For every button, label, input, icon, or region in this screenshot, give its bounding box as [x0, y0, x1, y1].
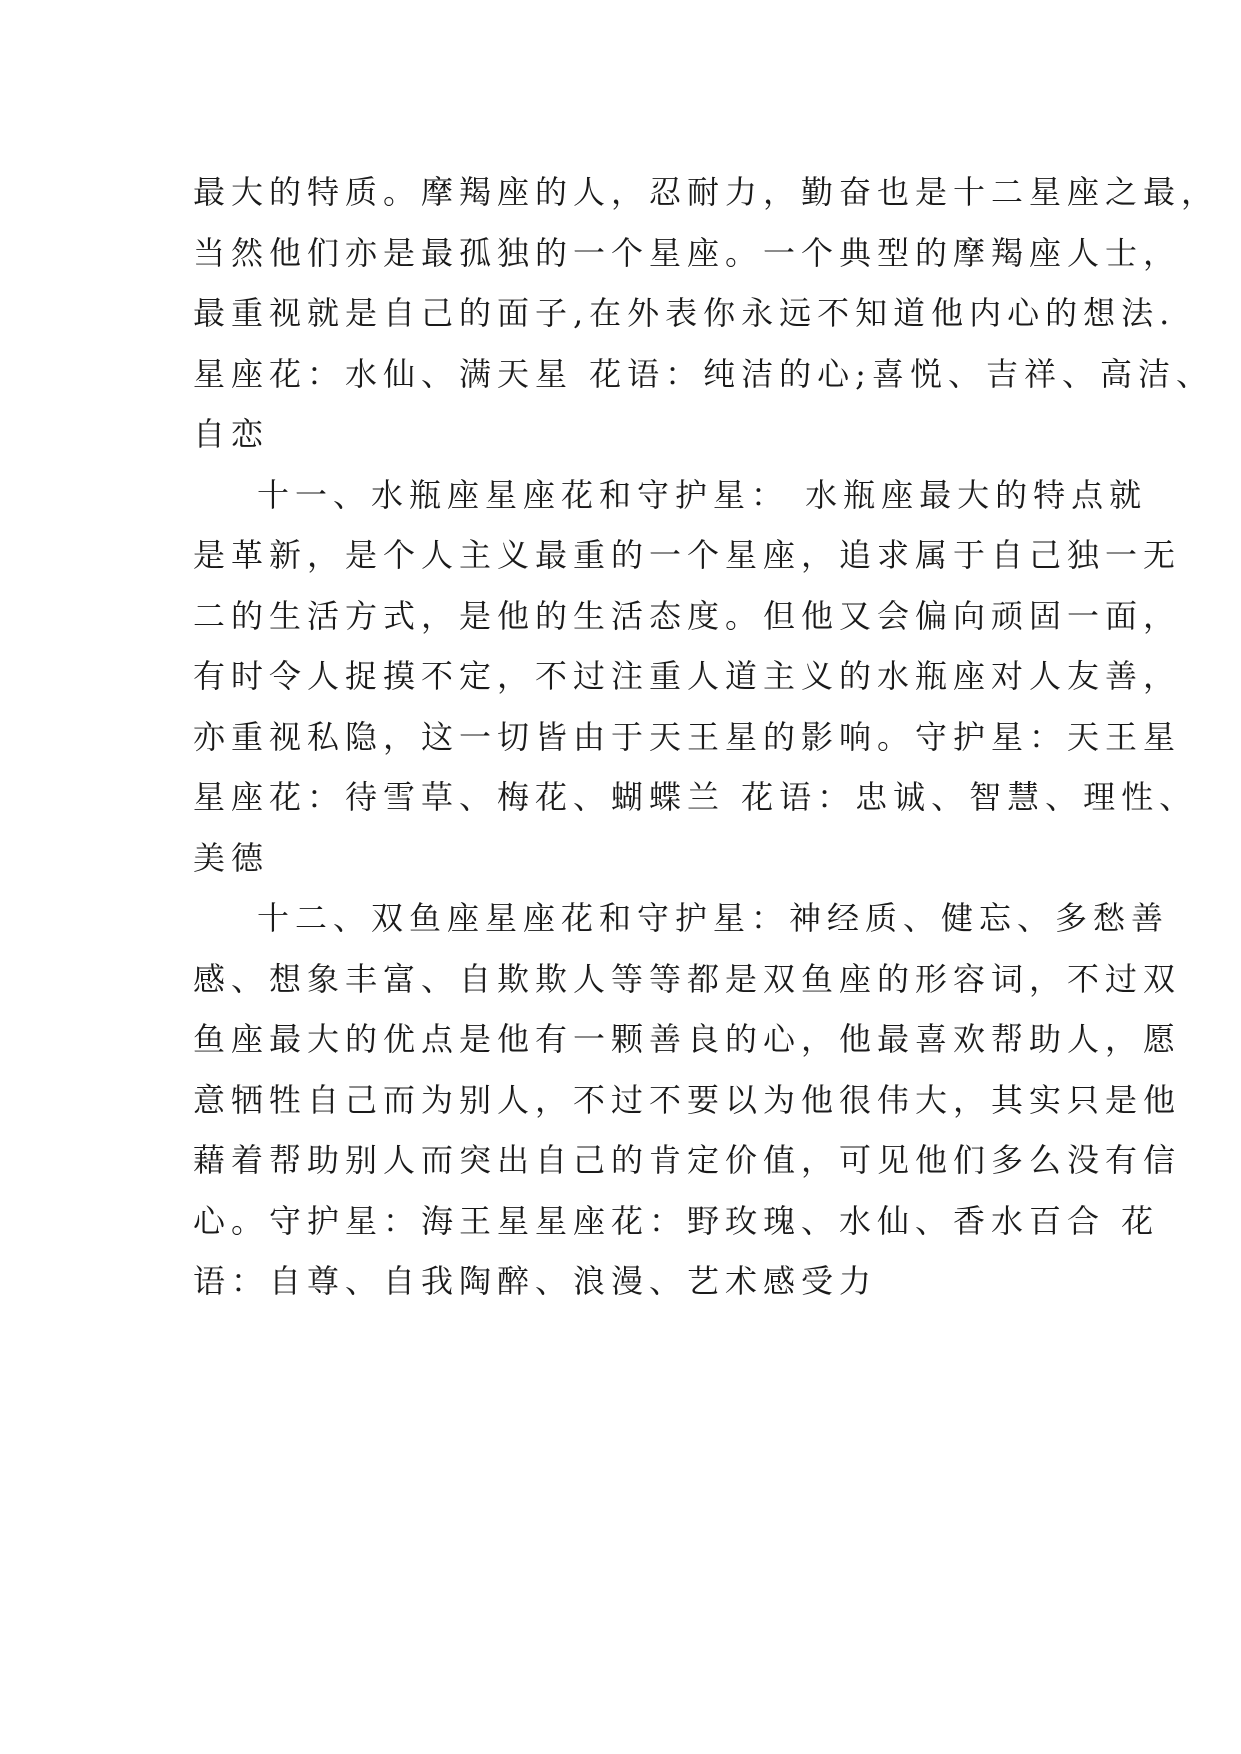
text-line: 语：自尊、自我陶醉、浪漫、艺术感受力: [193, 1262, 878, 1300]
text-line: 星座花：水仙、满天星 花语：纯洁的心;喜悦、吉祥、高洁、: [193, 354, 1214, 393]
text-line: 亦重视私隐，这一切皆由于天王星的影响。守护星：天王星: [193, 717, 1182, 756]
text-line: 意牺牲自己而为别人，不过不要以为他很伟大，其实只是他: [193, 1080, 1182, 1119]
text-line: 自恋: [193, 415, 270, 453]
text-line: 十二、双鱼座星座花和守护星：神经质、健忘、多愁善: [257, 899, 1170, 937]
text-line: 有时令人捉摸不定，不过注重人道主义的水瓶座对人友善，: [193, 657, 1182, 695]
document-body: [193, 162, 1220, 1312]
text-line: 心。守护星：海王星星座花：野玫瑰、水仙、香水百合 花: [193, 1201, 1160, 1240]
text-line: 是革新，是个人主义最重的一个星座，追求属于自己独一无: [193, 536, 1182, 574]
text-line: 十一、水瓶座星座花和守护星： 水瓶座最大的特点就: [257, 475, 1148, 514]
paragraph-capricorn-continued: [193, 162, 1220, 465]
text-line: 最重视就是自己的面子,在外表你永远不知道他内心的想法.: [193, 294, 1176, 332]
paragraph-aquarius: [193, 465, 1198, 889]
text-line: 鱼座最大的优点是他有一颗善良的心，他最喜欢帮助人，愿: [193, 1020, 1182, 1058]
paragraph-pisces: [193, 888, 1182, 1312]
text-line: 二的生活方式，是他的生活态度。但他又会偏向顽固一面，: [193, 596, 1182, 635]
text-line: 当然他们亦是最孤独的一个星座。一个典型的摩羯座人士，: [193, 233, 1182, 272]
text-line: 美德: [193, 838, 270, 877]
text-line: 藉着帮助别人而突出自己的肯定价值，可见他们多么没有信: [193, 1141, 1182, 1179]
text-line: 星座花：待雪草、梅花、蝴蝶兰 花语：忠诚、智慧、理性、: [193, 778, 1198, 816]
text-line: 感、想象丰富、自欺欺人等等都是双鱼座的形容词，不过双: [193, 959, 1182, 998]
text-line: 最大的特质。摩羯座的人，忍耐力，勤奋也是十二星座之最，: [193, 173, 1220, 211]
